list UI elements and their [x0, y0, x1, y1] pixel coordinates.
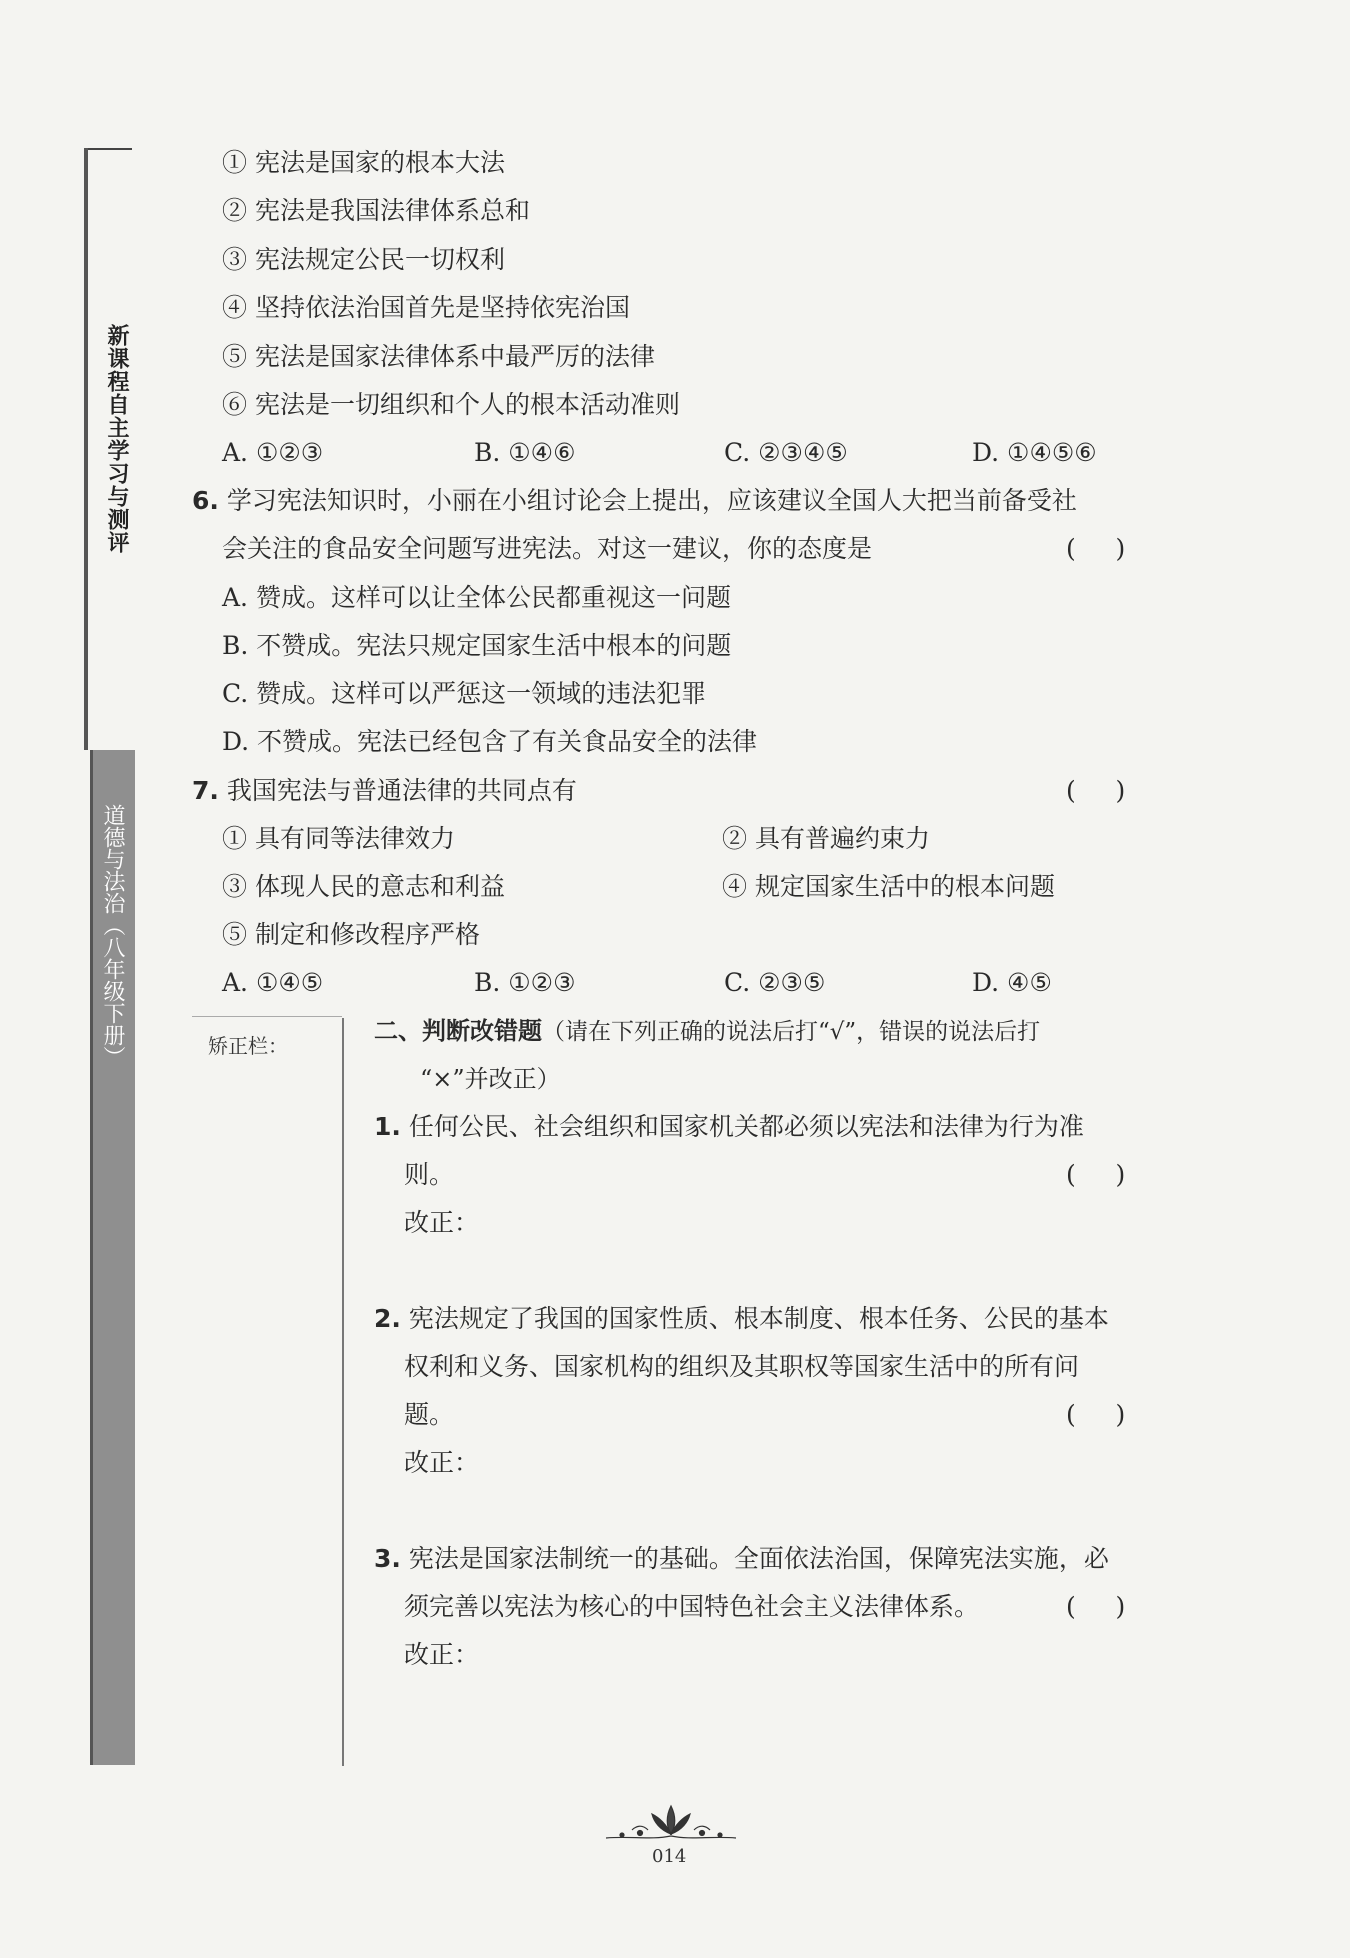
q7-stem-text: 我国宪法与普通法律的共同点有 — [226, 776, 577, 805]
section2-instruction-line2: “×”并改正） — [420, 1065, 561, 1093]
q6-stem-line1 — [192, 484, 1077, 518]
floral-ornament-icon — [596, 1800, 746, 1846]
judge-2-number: 2. — [374, 1304, 401, 1333]
q7-statement-5: ⑤ 制定和修改程序严格 — [222, 920, 480, 949]
q5-option-c: C. ②③④⑤ — [724, 438, 848, 467]
judge-3-number: 3. — [374, 1544, 401, 1573]
q6-option-d: D. 不赞成。宪法已经包含了有关食品安全的法律 — [222, 727, 758, 756]
q7-answer-paren[interactable]: ( ) — [1066, 776, 1126, 805]
judge-3-fix-label[interactable]: 改正： — [404, 1640, 480, 1669]
judge-1-line1 — [374, 1110, 1084, 1144]
judge-3-answer-paren[interactable]: ( ) — [1066, 1592, 1126, 1621]
section2-heading — [374, 1014, 1040, 1049]
sidebar-subject-title: 道德与法治（八年级下册） — [100, 804, 125, 1068]
judge-2-answer-paren[interactable]: ( ) — [1066, 1400, 1126, 1429]
q5-option-b: B. ①④⑥ — [474, 438, 576, 467]
q5-statement-3: ③ 宪法规定公民一切权利 — [222, 245, 505, 274]
q6-answer-paren[interactable]: ( ) — [1066, 534, 1126, 563]
judge-3-line1 — [374, 1542, 1109, 1576]
q6-stem-text1: 学习宪法知识时，小丽在小组讨论会上提出，应该建议全国人大把当前备受社 — [226, 486, 1077, 515]
sidebar-rule — [84, 148, 88, 750]
q7-option-d: D. ④⑤ — [972, 968, 1052, 997]
page-number: 014 — [652, 1846, 687, 1867]
q5-option-a: A. ①②③ — [222, 438, 324, 467]
q5-statement-5: ⑤ 宪法是国家法律体系中最严厉的法律 — [222, 342, 655, 371]
sidebar-book-title: 新课程自主学习与测评 — [104, 324, 129, 554]
correction-column-divider — [342, 1018, 344, 1766]
correction-column-label: 矫正栏： — [208, 1034, 288, 1058]
judge-2-line2: 权利和义务、国家机构的组织及其职权等国家生活中的所有问 — [404, 1352, 1080, 1381]
judge-1-answer-paren[interactable]: ( ) — [1066, 1160, 1126, 1189]
judge-2-fix-label[interactable]: 改正： — [404, 1448, 480, 1477]
q7-option-b: B. ①②③ — [474, 968, 576, 997]
judge-1-fix-label[interactable]: 改正： — [404, 1208, 480, 1237]
judge-1-line2: 则。 — [404, 1160, 455, 1189]
judge-1-text1: 任何公民、社会组织和国家机关都必须以宪法和法律为行为准 — [408, 1112, 1084, 1141]
section2-instruction-line1: （请在下列正确的说法后打“√”，错误的说法后打 — [542, 1019, 1041, 1045]
q7-statement-2: ② 具有普遍约束力 — [722, 824, 930, 853]
section2-title: 二、判断改错题 — [374, 1017, 542, 1045]
q7-stem — [192, 774, 577, 808]
q5-statement-2: ② 宪法是我国法律体系总和 — [222, 196, 530, 225]
q7-statement-4: ④ 规定国家生活中的根本问题 — [722, 872, 1055, 901]
judge-1-number: 1. — [374, 1112, 401, 1141]
q7-option-c: C. ②③⑤ — [724, 968, 826, 997]
correction-column-rule — [192, 1016, 342, 1017]
q6-option-c: C. 赞成。这样可以严惩这一领域的违法犯罪 — [222, 679, 707, 708]
q5-statement-1: ① 宪法是国家的根本大法 — [222, 148, 505, 177]
q5-statement-4: ④ 坚持依法治国首先是坚持依宪治国 — [222, 293, 630, 322]
judge-2-text1: 宪法规定了我国的国家性质、根本制度、根本任务、公民的基本 — [408, 1304, 1109, 1333]
q7-statement-1: ① 具有同等法律效力 — [222, 824, 455, 853]
q7-number: 7. — [192, 776, 219, 805]
q5-option-d: D. ①④⑤⑥ — [972, 438, 1097, 467]
judge-2-line3: 题。 — [404, 1400, 455, 1429]
q6-number: 6. — [192, 486, 219, 515]
judge-3-text1: 宪法是国家法制统一的基础。全面依法治国，保障宪法实施，必 — [408, 1544, 1109, 1573]
q7-statement-3: ③ 体现人民的意志和利益 — [222, 872, 505, 901]
judge-2-line1 — [374, 1302, 1109, 1336]
q6-option-a: A. 赞成。这样可以让全体公民都重视这一问题 — [222, 583, 731, 612]
judge-3-line2: 须完善以宪法为核心的中国特色社会主义法律体系。 — [404, 1592, 980, 1621]
q6-option-b: B. 不赞成。宪法只规定国家生活中根本的问题 — [222, 631, 732, 660]
sidebar-top-rule — [84, 148, 132, 150]
q5-statement-6: ⑥ 宪法是一切组织和个人的根本活动准则 — [222, 390, 680, 419]
q6-stem-line2: 会关注的食品安全问题写进宪法。对这一建议，你的态度是 — [222, 534, 873, 563]
q7-option-a: A. ①④⑤ — [222, 968, 324, 997]
